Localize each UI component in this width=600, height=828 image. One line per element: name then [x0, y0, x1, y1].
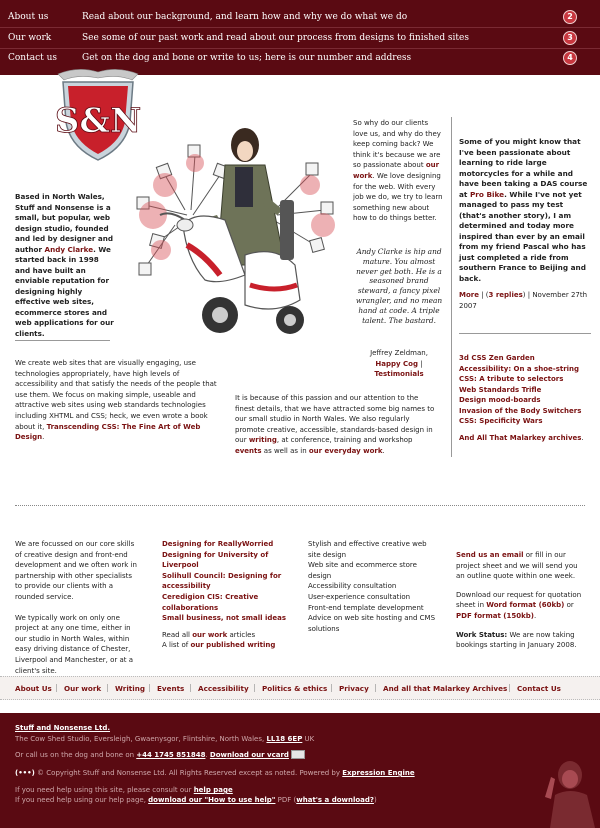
footer-nav-privacy[interactable]: Privacy [339, 684, 369, 693]
nav-item-work[interactable] [0, 28, 600, 49]
contact-t3: or [564, 601, 574, 610]
blog-t2: . While I've not yet managed to pass my test (that's another story), I am determined and today more inspired than ever by an email from my friend Pascal who has just completed a ride from southern France to Beijing and back. [459, 189, 586, 283]
service-item: Front-end template development [308, 603, 424, 612]
contact-t1: or fill in our project sheet and we will send you an outline quote within one week. [456, 551, 578, 581]
quote-author: Jeffrey Zeldman, [370, 349, 428, 357]
nav-separator: | [330, 683, 333, 692]
intro-pre: Based in North Wales, Stuff and Nonsense is a small, but popular, web design studio, founded and led by designer and author [15, 192, 113, 254]
divider [459, 333, 591, 334]
passion-text [235, 393, 440, 457]
call-pre: Or call us on the dog and bone on [15, 751, 137, 759]
footer-nav-accessibility[interactable]: Accessibility [198, 684, 249, 693]
read-all-post: articles [227, 630, 256, 639]
article-link[interactable]: CSS: Specificity Wars [459, 417, 543, 425]
service-item: Advice on web site hosting and CMS solutions [308, 614, 436, 633]
passion-t2: , at conference, training and workshop [276, 436, 413, 445]
period: . [205, 751, 210, 759]
web-standards-text [15, 358, 220, 443]
company-name[interactable]: Stuff and Nonsense Ltd. [15, 724, 111, 732]
nav-number-badge: 3 [563, 31, 577, 45]
clients-text [353, 118, 445, 224]
passion-t4: . [382, 446, 385, 455]
work-status: We are now taking bookings starting in January 2008. [456, 630, 577, 650]
nav-separator: | [106, 683, 109, 692]
work-status-label: Work Status: [456, 630, 508, 639]
link-andy-clarke[interactable]: Andy Clarke [44, 244, 94, 254]
footer-nav-writing[interactable]: Writing [115, 684, 145, 693]
blog-sep: ) | [522, 291, 533, 299]
footer-nav-archives[interactable]: And all that Malarkey Archives [383, 684, 508, 693]
vcard-icon[interactable] [291, 750, 305, 759]
service-item: User-experience consultation [308, 592, 411, 601]
article-link[interactable]: Accessibility: On a shoe-string [459, 364, 580, 373]
services-summary [15, 539, 140, 676]
article-link[interactable]: Invasion of the Body Switchers [459, 406, 582, 415]
services-para-1: We are focussed on our core skills of creative design and front-end development and we often work in partnership with other specialists to provide our clients with a rounded service. [15, 540, 137, 601]
case-study-link[interactable]: Small business, not small ideas [162, 614, 287, 623]
whats-a-download-link[interactable]: what's a download? [296, 796, 374, 804]
article-list [459, 353, 594, 443]
nav-number-badge: 2 [563, 10, 577, 24]
link-send-email[interactable]: Send us an email [456, 551, 524, 559]
section-divider [15, 505, 585, 506]
clients-pre: So why do our clients love us, and why do they keep coming back? We think it's because we are so passionate about [353, 119, 441, 170]
case-study-link[interactable]: Ceredigion CIS: Creative collaborations [162, 592, 259, 612]
intro-post: . We started back in 1998 and have built an enviable reputation for designing highly effective web sites, ecommerce stores and web applications for our clients. [15, 244, 114, 338]
phone-link[interactable]: +44 1745 851848 [136, 751, 206, 759]
intro-text [15, 192, 115, 339]
company-line [15, 723, 110, 733]
link-replies[interactable]: 3 replies [488, 291, 523, 299]
hero-illustration [125, 115, 340, 345]
footer-mascot-illustration [535, 757, 600, 828]
services-para-2: We typically work on only one project at any one time, either in our studio in North Wales, within easy driving distance of Chester, Liverpool and Manchester, or at a client's site. [15, 613, 134, 675]
nav-item-about[interactable] [0, 7, 600, 28]
services-list [308, 539, 438, 634]
service-item: Stylish and effective creative web site design [308, 540, 427, 559]
rss-icon[interactable]: (•••) [15, 769, 35, 777]
link-testimonials[interactable]: Testimonials [374, 370, 424, 379]
nav-label[interactable]: Contact us [8, 53, 58, 63]
divider [15, 340, 110, 341]
logo-lettering: S&N [54, 101, 142, 141]
case-study-link[interactable]: Solihull Council: Designing for accessibility [162, 571, 282, 591]
footer-nav-about[interactable]: About Us [15, 684, 52, 693]
article-link[interactable]: 3d CSS Zen Garden [459, 354, 535, 362]
link-events[interactable]: events [235, 446, 262, 455]
how-to-use-help-link[interactable]: download our "How to use help" [148, 796, 276, 804]
country: UK [302, 735, 315, 743]
help-pre: If you need help using this site, please consult our [15, 786, 194, 794]
published-pre: A list of [162, 641, 191, 650]
nav-separator: | [374, 683, 377, 692]
nav-label[interactable]: About us [8, 12, 49, 22]
footer-nav-politics[interactable]: Politics & ethics [262, 684, 328, 693]
help2-mid: PDF ( [275, 796, 297, 804]
phone-line [15, 750, 305, 760]
link-published-writing[interactable]: our published writing [190, 641, 276, 650]
article-link[interactable]: Design mood-boards [459, 396, 541, 404]
service-item: Accessibility consultation [308, 582, 397, 591]
nav-description: See some of our past work and read about our process from designs to finished sites [82, 33, 469, 43]
nav-separator: | [55, 683, 58, 692]
footer-nav-work[interactable]: Our work [64, 684, 102, 693]
period: . [581, 433, 584, 442]
column-divider [451, 117, 452, 457]
clients-post: . We love designing for the web. With every job we do, we try to learn something new about how to do things better. [353, 171, 443, 223]
help-line-2 [15, 795, 377, 805]
postcode-link[interactable]: LL18 6EP [266, 735, 303, 743]
link-pdf-format[interactable]: PDF format (150kb) [456, 611, 534, 620]
article-link[interactable]: CSS: A tribute to selectors [459, 375, 564, 383]
link-word-format[interactable]: Word format (60kb) [486, 601, 565, 610]
testimonial-quote: Andy Clarke is hip and mature. You almost never get both. He is a seasoned brand steward, a fancy pixel wrangler, and no mean hand at code. A triple talent. The bastard. [355, 247, 443, 325]
blog-sep: | ( [478, 291, 489, 299]
nav-separator: | [189, 683, 192, 692]
webs-post: . [42, 433, 45, 442]
address-line [15, 734, 314, 744]
passion-t1: It is because of this passion and our attention to the finest details, that we have attracted some big names to our small studio in North Wales. We also regularly promote creative, accessible, standards-based design in our [235, 394, 435, 445]
link-pro-bike[interactable]: Pro Bike [469, 189, 505, 199]
testimonial-attribution [353, 348, 445, 380]
copyright: © Copyright Stuff and Nonsense Ltd. All Rights Reserved except as noted. Powered by [34, 769, 343, 777]
article-link[interactable]: Web Standards Trifle [459, 385, 542, 394]
link-everyday-work[interactable]: our everyday work [308, 446, 383, 455]
link-happy-cog[interactable]: Happy Cog [375, 359, 418, 368]
vcard-link[interactable]: Download our vcard [209, 751, 289, 759]
blog-date: November 27th 2007 [459, 291, 588, 310]
case-studies [162, 539, 292, 651]
case-study-link[interactable]: Designing for University of Liverpool [162, 550, 269, 570]
contact-t2: Download our request for quotation sheet in [456, 590, 582, 610]
footer-nav-events[interactable]: Events [157, 684, 185, 693]
help2-pre: If you need help using our help page, [15, 796, 149, 804]
case-study-link[interactable]: Designing for ReallyWorried [162, 540, 274, 548]
nav-description: Read about our background, and learn how and why we do what we do [82, 12, 408, 22]
link-more[interactable]: More [459, 291, 479, 299]
nav-label[interactable]: Our work [8, 33, 52, 43]
link-writing[interactable]: writing [248, 436, 277, 445]
contact-t4: . [533, 611, 537, 620]
footer-navigation [0, 676, 600, 700]
nav-separator: | [508, 683, 511, 692]
read-all-pre: Read all [162, 630, 193, 639]
nav-separator: | [253, 683, 256, 692]
nav-separator: | [148, 683, 151, 692]
blog-excerpt [459, 137, 591, 284]
help-line-1 [15, 785, 233, 795]
link-transcending-css[interactable]: Transcending CSS: The Fine Art of Web Design [15, 422, 201, 442]
contact-summary [456, 550, 586, 651]
help2-post: ) [373, 796, 377, 804]
service-item: Web site and ecommerce store design [308, 561, 417, 580]
passion-t3: as well as in [261, 446, 309, 455]
blog-meta [459, 290, 591, 311]
help-page-link[interactable]: help page [193, 786, 233, 794]
footer-nav-contact[interactable]: Contact Us [517, 684, 561, 693]
webs-pre: We create web sites that are visually engaging, use technologies appropriately, have high levels of accessibility and that satisfy the needs of the people that use them. We focus on making simple, useable and attractive web sites using web standards technologies including XHTML and CSS; heck, we even wrote a book about it, [15, 359, 217, 431]
site-footer [0, 713, 600, 828]
link-our-work-articles[interactable]: our work [192, 630, 228, 639]
link-our-work[interactable]: our work [353, 161, 440, 180]
expression-engine-link[interactable]: Expression Engine [342, 769, 415, 777]
copyright-line [15, 768, 415, 778]
link-malarkey-archives[interactable]: And All That Malarkey archives [459, 433, 582, 442]
nav-number-badge: 4 [563, 51, 577, 65]
address: The Cow Shed Studio, Eversleigh, Gwaenysgor, Flintshire, North Wales, [15, 735, 267, 743]
quote-separator: | [417, 359, 423, 368]
blog-t1: Some of you might know that I've been passionate about learning to ride large motorcycles for a while and have been taking a DAS course at [459, 137, 588, 199]
nav-description: Get on the dog and bone or write to us; here is our number and address [82, 53, 412, 63]
